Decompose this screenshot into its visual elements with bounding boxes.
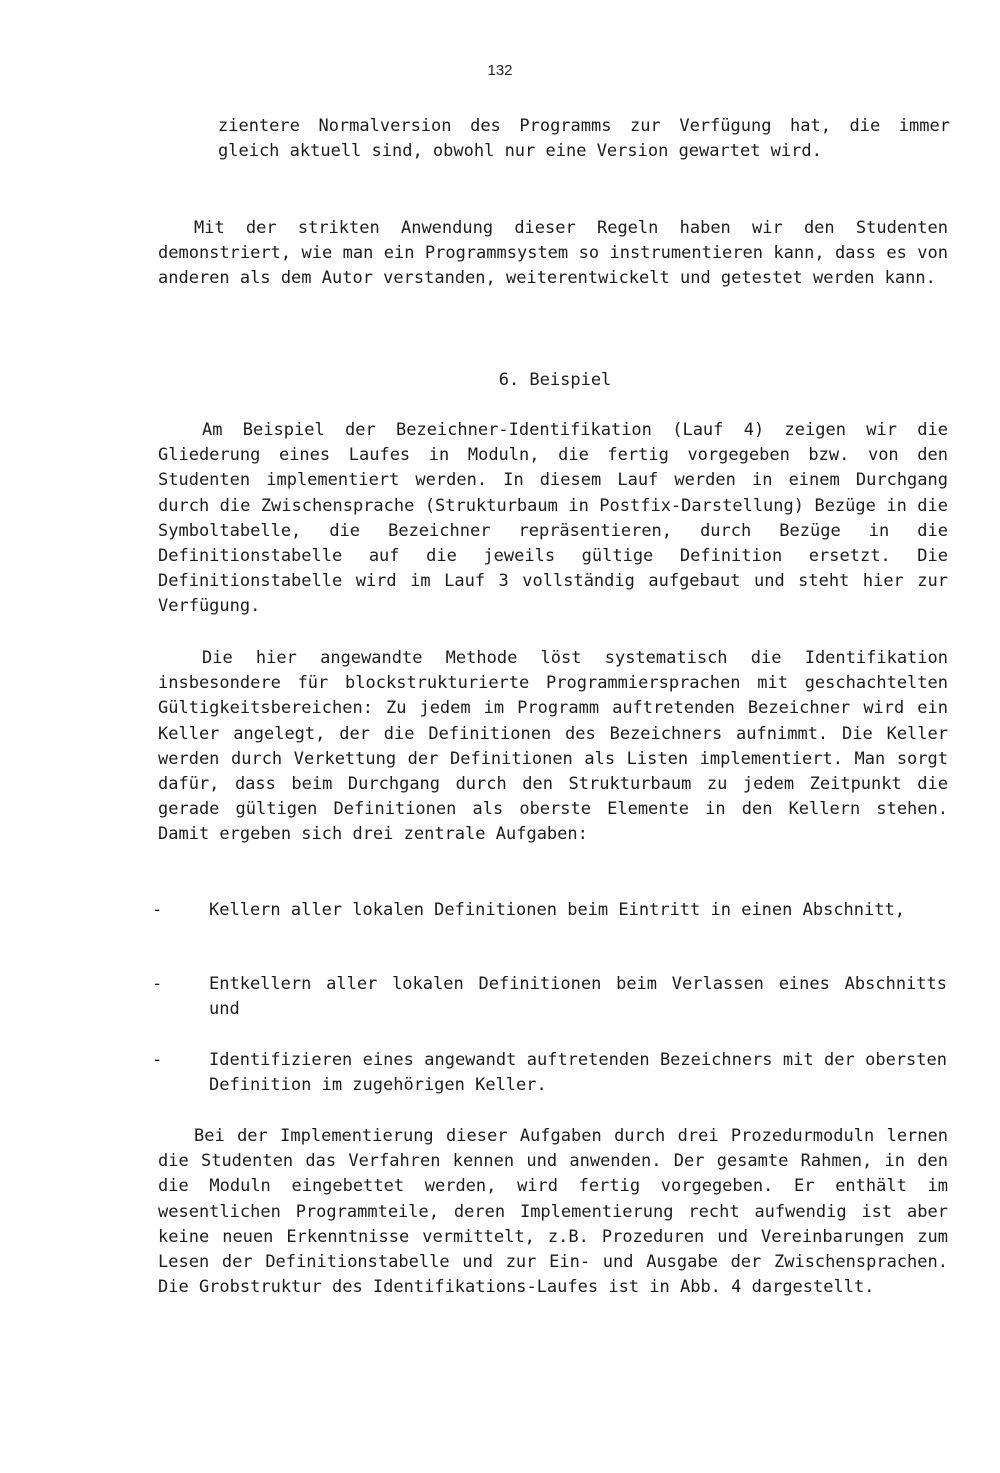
list-item-text: Identifizieren eines angewandt auftretenden Bezeichners mit der obersten Definition im zugehörigen Keller. xyxy=(209,1050,947,1095)
bullet-dash: - xyxy=(152,974,163,994)
bullet-dash: - xyxy=(152,1050,163,1070)
paragraph-implementation: Bei der Implementierung dieser Aufgaben durch drei Prozedurmoduln lernen die Studenten das Verfahren kennen und anwenden. Der gesamte Rahmen, in den die Moduln eingebettet werden, wird fertig vorgegeben. Er enthält im wesentlichen Programmteile, deren Implementierung recht aufwendig ist aber keine neuen Erkenntnisse vermittelt, z.B. Prozeduren und Vereinbarungen zum Lesen der Definitionstabelle und zur Ein- und Ausgabe der Zwischensprachen. Die Grobstruktur des Identifikations-Laufes ist in Abb. 4 dargestellt. xyxy=(158,1126,948,1298)
section-heading: 6. Beispiel xyxy=(498,370,612,390)
list-item-text: Entkellern aller lokalen Definitionen beim Verlassen eines Abschnitts und xyxy=(209,974,947,1019)
bullet-dash: - xyxy=(152,900,163,920)
paragraph-method: Die hier angewandte Methode löst systematisch die Identifikation insbesondere für blockstrukturierte Programmiersprachen mit geschachtelten Gültigkeitsbereichen: Zu jedem im Programm auftretenden Bezeichner wird ein Keller angelegt, der die Definitionen des Bezeichners aufnimmt. Die Keller werden durch Verkettung der Definitionen als Listen implementiert. Man sorgt dafür, dass beim Durchgang durch den Strukturbaum zu jedem Zeitpunkt die gerade gültigen Definitionen als oberste Elemente in den Kellern stehen. Damit ergeben sich drei zentrale Aufgaben: xyxy=(158,648,948,845)
page-number: 132 xyxy=(487,62,513,79)
paragraph-example-intro: Am Beispiel der Bezeichner-Identifikation (Lauf 4) zeigen wir die Gliederung eines Laufes in Moduln, die fertig vorgegeben bzw. von den Studenten implementiert werden. In diesem Lauf werden in einem Durchgang durch die Zwischensprache (Strukturbaum in Postfix-Darstellung) Bezüge in die Symboltabelle, die Bezeichner repräsentieren, durch Bezüge in die Definitionstabelle auf die jeweils gültige Definition ersetzt. Die Definitionstabelle wird im Lauf 3 vollständig aufgebaut und steht hier zur Verfügung. xyxy=(158,420,948,617)
paragraph-continuation: zientere Normalversion des Programms zur Verfügung hat, die immer gleich aktuell sind, obwohl nur eine Version gewartet wird. xyxy=(218,116,950,162)
list-item-text: Kellern aller lokalen Definitionen beim Eintritt in einen Abschnitt, xyxy=(209,900,905,920)
paragraph-rules-summary: Mit der strikten Anwendung dieser Regeln haben wir den Studenten demonstriert, wie man ein Programmsystem so instrumentieren kann, dass es von anderen als dem Autor verstanden, weiterentwickelt und getestet werden kann. xyxy=(158,218,948,289)
